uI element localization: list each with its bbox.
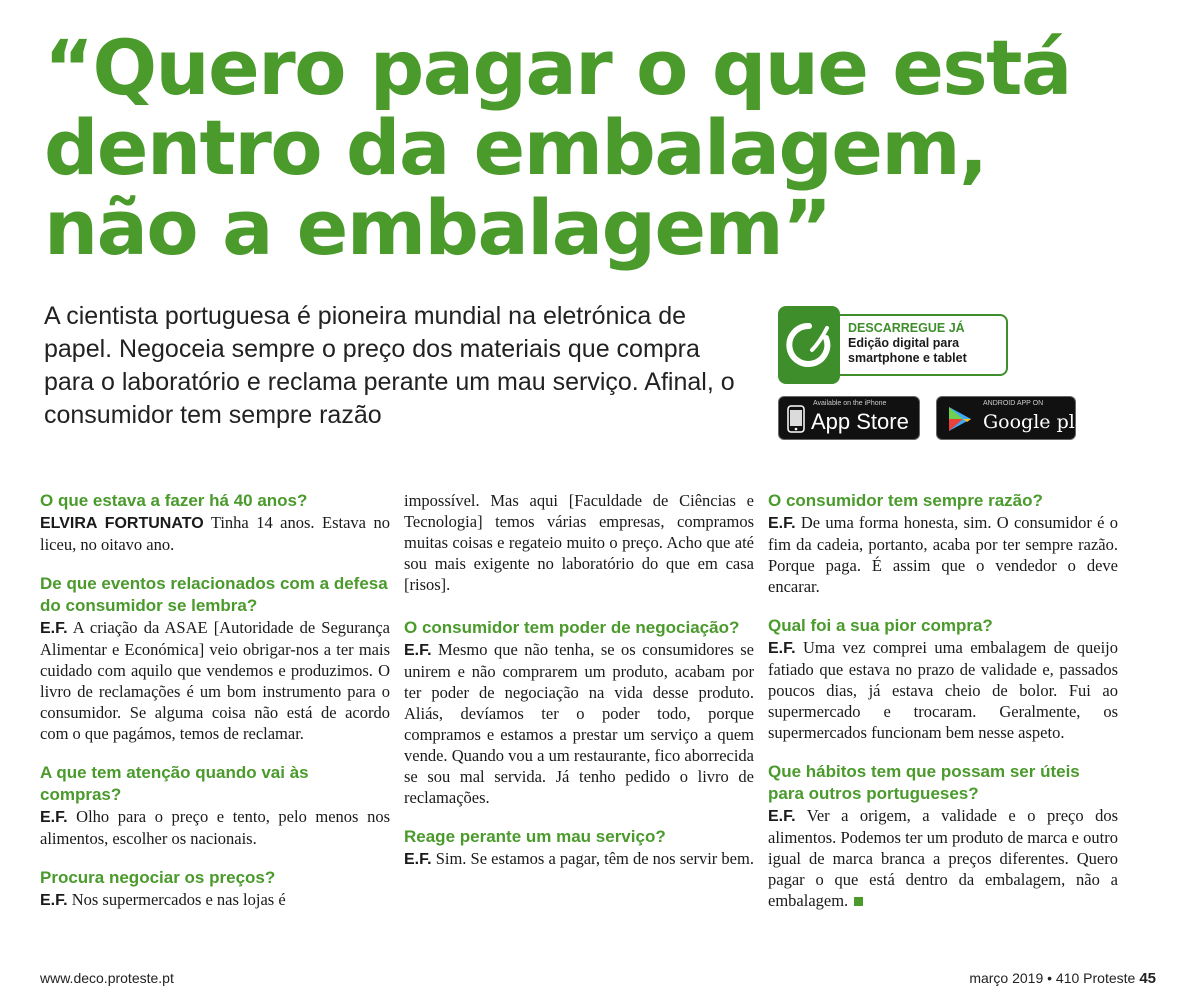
question: Qual foi a sua pior compra?: [768, 616, 993, 635]
google-play-badge[interactable]: [936, 396, 1097, 440]
answer-text: Nos supermercados e nas lojas é: [67, 890, 286, 909]
question: Procura negociar os preços?: [40, 868, 276, 887]
speaker: E.F.: [40, 809, 68, 826]
answer-text: Mesmo que não tenha, se os consumidores se unirem e não comprarem um produto, acabam por ter poder de negociação na vida desse produto. Aliás, devíamos ter o poder todo, porque compramos e estamos a prestar um serviço a quem vende. Quando vou a um restaurante, fico aborrecida se sou mal servida. Já tenho pedido o livro de reclamações.: [404, 640, 754, 807]
question: Que hábitos tem que possam ser úteis para outros portugueses?: [768, 762, 1080, 803]
headline-line-2: dentro da embalagem,: [44, 103, 987, 192]
question: O consumidor tem poder de negociação?: [404, 618, 740, 637]
answer-text: De uma forma honesta, sim. O consumidor é o fim da cadeia, portanto, acaba por ter sempre razão. Porque paga. É assim que o vendedor o deve encarar.: [768, 513, 1118, 596]
promo-text-box: [834, 314, 1008, 376]
app-store-badge[interactable]: [778, 396, 920, 440]
speaker: E.F.: [40, 620, 68, 637]
proteste-logo: [778, 306, 840, 384]
answer-text: A criação da ASAE [Autoridade de Segurança Alimentar e Económica] veio obrigar-nos a ter mais cuidado com aquilo que vendemos e produzimos. O livro de reclamações é um bom instrumento para o consumidor. Se alguma coisa não está de acordo com o que pagámos, temos de reclamar.: [40, 618, 390, 743]
question: De que eventos relacionados com a defesa do consumidor se lembra?: [40, 574, 388, 615]
interview-column-1: [40, 490, 390, 929]
google-play-small-text: ANDROID APP ON: [983, 400, 1044, 407]
promo-headline: DESCARREGUE JÁ: [848, 321, 965, 335]
google-play-icon: [945, 405, 975, 433]
iphone-icon: [787, 405, 805, 433]
question: A que tem atenção quando vai às compras?: [40, 763, 309, 804]
issue-info: março 2019 • 410 Proteste: [969, 970, 1136, 986]
headline-line-3: não a embalagem”: [44, 183, 831, 272]
interview-column-3: [768, 490, 1118, 929]
answer-text: Olho para o preço e tento, pelo menos nos alimentos, escolher os nacionais.: [40, 807, 390, 848]
question: O consumidor tem sempre razão?: [768, 491, 1043, 510]
end-square-icon: [854, 897, 863, 906]
answer: [404, 639, 754, 808]
headline: [44, 23, 1071, 272]
speaker: ELVIRA FORTUNATO: [40, 515, 204, 532]
speaker: E.F.: [768, 808, 796, 825]
answer-text: Tinha 14 anos. Estava no liceu, no oitavo ano.: [40, 513, 390, 554]
speaker: E.F.: [768, 640, 796, 657]
answer: [768, 637, 1118, 743]
answer: [40, 617, 390, 744]
promo-line-2: Edição digital para: [848, 336, 960, 350]
digital-edition-promo[interactable]: [778, 306, 1018, 384]
question: O que estava a fazer há 40 anos?: [40, 491, 308, 510]
speaker: E.F.: [768, 515, 796, 532]
interview-column-2: [404, 490, 754, 888]
footer-website: www.deco.proteste.pt: [40, 970, 174, 986]
speaker: E.F.: [404, 642, 432, 659]
answer: [40, 889, 390, 911]
question: Reage perante um mau serviço?: [404, 827, 666, 846]
answer: [768, 805, 1118, 911]
app-store-label: App Store: [811, 409, 909, 434]
google-play-label: Google play: [983, 411, 1097, 433]
answer-continued: impossível. Mas aqui [Faculdade de Ciências e Tecnologia] temos várias empresas, compramos muitas coisas e regateio muito o preço. Acho que até sou mais exigente no laboratório do que em casa [risos].: [404, 491, 754, 594]
footer-issue: [969, 970, 1156, 987]
answer-text: Uma vez comprei uma embalagem de queijo fatiado que estava no prazo de validade e, passados poucos dias, já estava cheio de bolor. Fui ao supermercado e trocaram. Geralmente, os supermercados funcionam bem nesse aspeto.: [768, 638, 1118, 742]
answer: [404, 848, 754, 870]
answer: [40, 806, 390, 849]
answer: [768, 512, 1118, 597]
page-number: 45: [1139, 970, 1156, 987]
proteste-logo-icon: [786, 320, 832, 370]
speaker: E.F.: [40, 892, 68, 909]
app-store-small-text: Available on the iPhone: [813, 400, 887, 407]
headline-line-1: “Quero pagar o que está: [44, 23, 1071, 112]
promo-line-3: smartphone e tablet: [848, 351, 967, 365]
answer-text: Sim. Se estamos a pagar, têm de nos servir bem.: [431, 849, 754, 868]
answer-text: Ver a origem, a validade e o preço dos alimentos. Podemos ter um produto de marca e outro igual de marca branca a preços diferentes. Quero pagar o que está dentro da embalagem, não a embalagem.: [768, 806, 1118, 910]
lead-paragraph: A cientista portuguesa é pioneira mundial na eletrónica de papel. Negoceia sempre o preço dos materiais que compra para o laboratório e reclama perante um mau serviço. Afinal, o consumidor tem sempre razão: [44, 302, 735, 429]
answer: [40, 512, 390, 555]
speaker: E.F.: [404, 851, 432, 868]
